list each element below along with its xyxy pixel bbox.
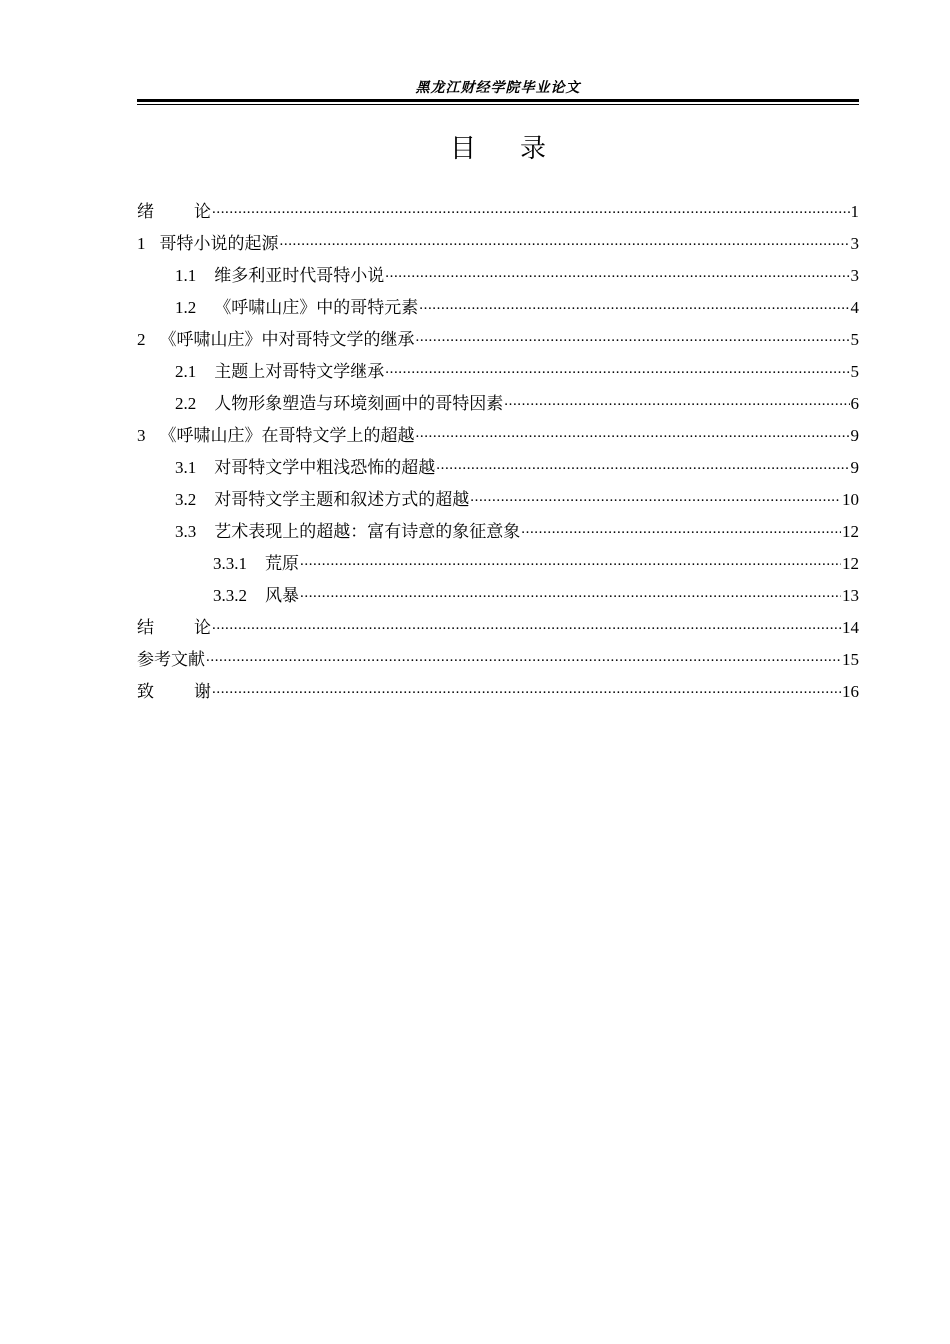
toc-entry[interactable] bbox=[137, 225, 859, 257]
toc-dot-leader bbox=[419, 289, 849, 313]
header-rule-thick bbox=[137, 99, 859, 102]
toc-entry-title: 人物形象塑造与环境刻画中的哥特因素 bbox=[214, 394, 504, 413]
toc-entry-title: 风暴 bbox=[265, 586, 299, 605]
toc-entry-title: 《呼啸山庄》在哥特文学上的超越 bbox=[159, 426, 415, 445]
toc-dot-leader bbox=[385, 353, 849, 377]
toc-dot-leader bbox=[504, 385, 849, 409]
toc-entry-title: 《呼啸山庄》中的哥特元素 bbox=[214, 298, 419, 317]
toc-entry-title: 主题上对哥特文学继承 bbox=[214, 362, 385, 381]
toc-entry-number: 2.1 bbox=[175, 362, 197, 381]
toc-entry-title-last-char: 论 bbox=[194, 618, 211, 637]
toc-entry-title: 对哥特文学主题和叙述方式的超越 bbox=[214, 490, 470, 509]
toc-entry[interactable] bbox=[137, 193, 859, 225]
running-header: 黑龙江财经学院毕业论文 bbox=[415, 81, 581, 96]
toc-page-number: 10 bbox=[842, 490, 859, 509]
toc-page-number: 9 bbox=[850, 458, 859, 477]
toc-dot-leader bbox=[521, 513, 841, 537]
toc-entry[interactable] bbox=[137, 577, 859, 609]
toc-entry-number: 2.2 bbox=[175, 394, 197, 413]
toc-entry[interactable] bbox=[137, 641, 859, 673]
toc-page-number: 12 bbox=[842, 522, 859, 541]
toc-page-number: 13 bbox=[842, 586, 859, 605]
toc-entry-title: 《呼啸山庄》中对哥特文学的继承 bbox=[159, 330, 415, 349]
toc-page-number: 12 bbox=[842, 554, 859, 573]
toc-entry-title: 结 bbox=[137, 618, 194, 637]
toc-entry-number: 3.3.2 bbox=[213, 586, 247, 605]
toc-entry[interactable] bbox=[137, 673, 859, 705]
toc-entry[interactable] bbox=[137, 481, 859, 513]
toc-entry-title: 绪 bbox=[137, 202, 194, 221]
toc-dot-leader bbox=[212, 673, 841, 697]
toc-entry-title: 艺术表现上的超越：富有诗意的象征意象 bbox=[214, 522, 521, 541]
toc-entry-title: 荒原 bbox=[265, 554, 299, 573]
toc-dot-leader bbox=[300, 545, 841, 569]
toc-entry-number: 2 bbox=[137, 330, 146, 349]
toc-page-number: 5 bbox=[850, 362, 859, 381]
toc-entry-title: 参考文献 bbox=[137, 650, 205, 669]
toc-entry[interactable] bbox=[137, 545, 859, 577]
toc-entry[interactable] bbox=[137, 321, 859, 353]
toc-page-number: 3 bbox=[850, 234, 859, 253]
toc-page-number: 9 bbox=[850, 426, 859, 445]
toc-entry-title: 维多利亚时代哥特小说 bbox=[214, 266, 385, 285]
toc-entry-number: 3.3.1 bbox=[213, 554, 247, 573]
toc-title: 目录 bbox=[449, 134, 590, 164]
toc-dot-leader bbox=[206, 641, 841, 665]
toc-entry[interactable] bbox=[137, 353, 859, 385]
toc-dot-leader bbox=[416, 321, 850, 345]
toc-page-number: 4 bbox=[850, 298, 859, 317]
toc-entry-number: 1.2 bbox=[175, 298, 197, 317]
table-of-contents bbox=[137, 193, 859, 705]
toc-entry[interactable] bbox=[137, 417, 859, 449]
toc-entry[interactable] bbox=[137, 289, 859, 321]
toc-entry[interactable] bbox=[137, 609, 859, 641]
toc-entry-title: 哥特小说的起源 bbox=[159, 234, 279, 253]
toc-entry-title-last-char: 论 bbox=[194, 202, 211, 221]
toc-entry-title: 对哥特文学中粗浅恐怖的超越 bbox=[214, 458, 436, 477]
header-rule-thin bbox=[137, 104, 859, 105]
toc-dot-leader bbox=[212, 609, 841, 633]
toc-entry[interactable] bbox=[137, 257, 859, 289]
toc-dot-leader bbox=[436, 449, 849, 473]
toc-dot-leader bbox=[385, 257, 849, 281]
toc-page-number: 15 bbox=[842, 650, 859, 669]
toc-entry-number: 3 bbox=[137, 426, 146, 445]
toc-entry[interactable] bbox=[137, 449, 859, 481]
toc-entry-number: 3.3 bbox=[175, 522, 197, 541]
toc-entry-title-last-char: 谢 bbox=[194, 682, 211, 701]
toc-page-number: 1 bbox=[850, 202, 859, 221]
toc-page-number: 16 bbox=[842, 682, 859, 701]
toc-page-number: 6 bbox=[850, 394, 859, 413]
toc-page-number: 5 bbox=[850, 330, 859, 349]
toc-dot-leader bbox=[470, 481, 841, 505]
toc-entry-number: 1 bbox=[137, 234, 146, 253]
toc-entry-title: 致 bbox=[137, 682, 194, 701]
toc-page-number: 14 bbox=[842, 618, 859, 637]
toc-dot-leader bbox=[300, 577, 841, 601]
toc-entry[interactable] bbox=[137, 385, 859, 417]
toc-dot-leader bbox=[416, 417, 850, 441]
toc-entry-number: 1.1 bbox=[175, 266, 197, 285]
toc-page-number: 3 bbox=[850, 266, 859, 285]
toc-dot-leader bbox=[212, 193, 850, 217]
toc-dot-leader bbox=[280, 225, 850, 249]
toc-entry[interactable] bbox=[137, 513, 859, 545]
toc-entry-number: 3.1 bbox=[175, 458, 197, 477]
toc-entry-number: 3.2 bbox=[175, 490, 197, 509]
